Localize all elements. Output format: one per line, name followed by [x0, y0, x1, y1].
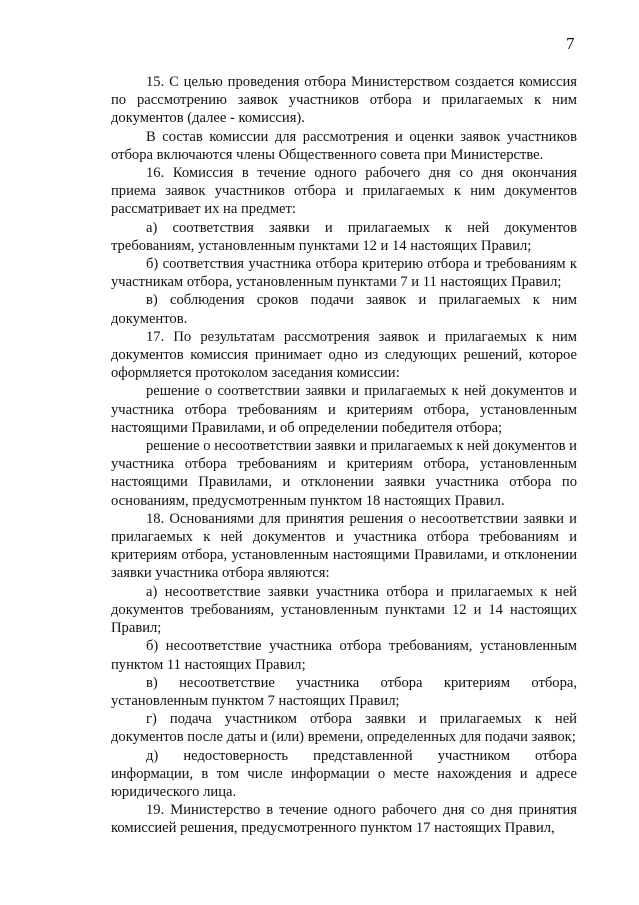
- paragraph-16-item-a: а) соответствия заявки и прилагаемых к ней документов требованиям, установленным пунктами 12 и 14 настоящих Правил;: [111, 219, 577, 254]
- paragraph-17-decision-compliance: решение о соответствии заявки и прилагаемых к ней документов и участника отбора требованиям и критериям отбора, установленным настоящими Правилами, и об определении победителя отбора;: [111, 383, 577, 436]
- page-number: 7: [566, 34, 575, 53]
- paragraph-16-item-b: б) соответствия участника отбора критерию отбора и требованиям к участникам отбора, установленным пунктами 7 и 11 настоящих Правил;: [111, 256, 577, 291]
- document-body: [111, 73, 577, 838]
- paragraph-15-commission-composition: В состав комиссии для рассмотрения и оценки заявок участников отбора включаются члены Общественного совета при Министерстве.: [111, 128, 577, 163]
- paragraph-17-decision-noncompliance: решение о несоответствии заявки и прилагаемых к ней документов и участника отбора требованиям и критериям отбора, установленным настоящими Правилами, и отклонении заявки участника отбора по основаниям, предусмотренным пунктом 18 настоящих Правил.: [111, 438, 577, 509]
- paragraph-18-item-a: а) несоответствие заявки участника отбора и прилагаемых к ней документов требованиям, установленным пунктами 12 и 14 настоящих Правил;: [111, 583, 577, 637]
- paragraph-18-item-d: д) недостоверность представленной участником отбора информации, в том числе информации о месте нахождения и адресе юридического лица.: [111, 747, 577, 800]
- paragraph-17: 17. По результатам рассмотрения заявок и прилагаемых к ним документов комиссия принимает одно из следующих решений, которое оформляется протоколом заседания комиссии:: [111, 328, 577, 382]
- paragraph-15: 15. С целью проведения отбора Министерством создается комиссия по рассмотрению заявок участников отбора и прилагаемых к ним документов (далее - комиссия).: [111, 74, 577, 127]
- paragraph-16: 16. Комиссия в течение одного рабочего дня со дня окончания приема заявок участников отбора и прилагаемых к ним документов рассматривает их на предмет:: [111, 165, 577, 218]
- paragraph-18-item-b: б) несоответствие участника отбора требованиям, установленным пунктом 11 настоящих Правил;: [111, 638, 577, 673]
- paragraph-18-item-v: в) несоответствие участника отбора критериям отбора, установленным пунктом 7 настоящих Правил;: [111, 674, 577, 709]
- paragraph-18: 18. Основаниями для принятия решения о несоответствии заявки и прилагаемых к ней документов и участника отбора требованиям и критериям отбора, установленным настоящими Правилами, и отклонении заявки участника отбора являются:: [111, 510, 577, 582]
- paragraph-19: 19. Министерство в течение одного рабочего дня со дня принятия комиссией решения, предусмотренного пунктом 17 настоящих Правил,: [111, 802, 577, 837]
- paragraph-16-item-v: в) соблюдения сроков подачи заявок и прилагаемых к ним документов.: [111, 292, 577, 327]
- paragraph-18-item-g: г) подача участником отбора заявки и прилагаемых к ней документов после даты и (или) времени, определенных для подачи заявок;: [111, 711, 577, 746]
